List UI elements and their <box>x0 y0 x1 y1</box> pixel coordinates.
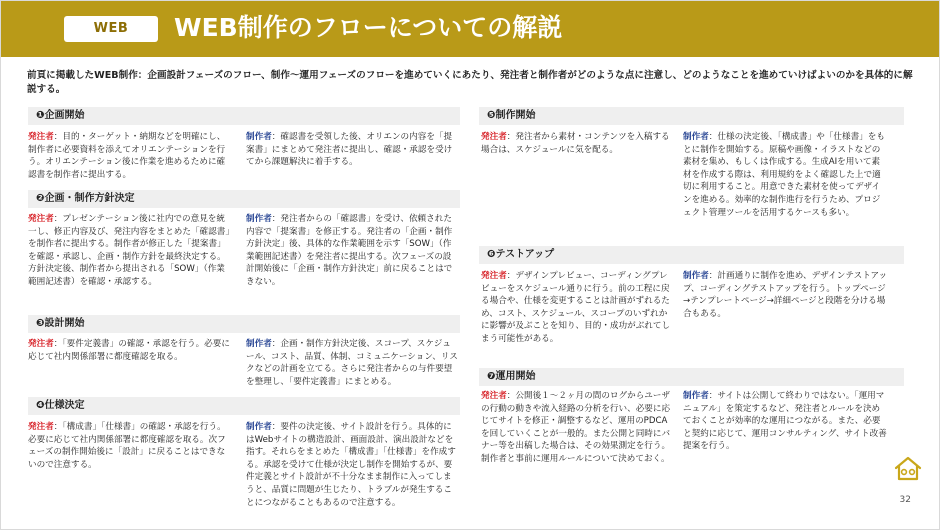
client-text: ：「構成書」「仕様書」の確認・承認を行う。必要に応じて社内関係部署に都度確認を取る。次フェーズの制作開始後に「設計」に戻ることはできないので注意する。 <box>28 422 226 470</box>
section-3-header <box>28 315 460 333</box>
client-text: ：公開後１〜２ヶ月の間のログからユーザの行動の動きや流入経路の分析を行い、必要に応じてサイトを修正・調整するなど、運用のPDCAを回していくことが一般的。また公開と同時にバナー等を出稿した場合は、その効果測定を行う。制作者と事前に運用ルールについて決めておく。 <box>481 391 671 464</box>
creator-text: ：発注者からの「確認書」を受け、依頼された内容で「提案書」を修正する。発注者の「企画・制作方針決定」後、具体的な作業範囲を示す「SOW」（作業範囲記述書）を発注者に提出する。次フェーズの設計開始後に「企画・制作方針決定」前に戻ることはできない。 <box>246 214 453 287</box>
section-4-client <box>28 421 233 471</box>
client-text: ：プレゼンテーション後に社内での意見を統一し、修正内容及び、発注内容をまとめた「確認書」を制作者に提出する。制作者が修正した「提案書」を確認・承認し、企画・制作方針を最終決定する。方針決定後、制作者から提出される「SOW」（作業範囲記述書）を確認・承認する。 <box>28 214 230 287</box>
section-7-creator <box>683 390 888 453</box>
section-1-title: ❶企画開始 <box>36 110 85 121</box>
section-7-header <box>479 368 904 386</box>
creator-label: 制作者 <box>246 132 272 142</box>
creator-text: ：計画通りに制作を進め、デザインテストアップ、コーディングテストアップを行う。トップページ→テンプレートページ→詳細ページと段階を分ける場合もある。 <box>683 271 888 319</box>
creator-label: 制作者 <box>246 339 272 349</box>
creator-label: 制作者 <box>683 391 709 401</box>
section-1-client <box>28 131 233 181</box>
section-2-creator <box>246 213 458 289</box>
section-4-creator <box>246 421 458 509</box>
section-3-title: ❸設計開始 <box>36 318 85 329</box>
creator-label: 制作者 <box>683 271 709 281</box>
home-icon[interactable] <box>893 455 923 481</box>
creator-label: 制作者 <box>246 422 272 432</box>
client-label: 発注者 <box>28 214 54 224</box>
creator-text: ：確認書を受領した後、オリエンの内容を「提案書」にまとめて発注者に提出し、確認・承認を受けてから課題解決に着手する。 <box>246 132 453 168</box>
section-4-title: ❹仕様決定 <box>36 400 85 411</box>
creator-label: 制作者 <box>246 214 272 224</box>
category-tag: WEB <box>64 16 158 42</box>
section-2-header <box>28 190 460 208</box>
client-label: 発注者 <box>481 271 507 281</box>
section-6-header <box>479 246 904 264</box>
section-5-creator <box>683 131 888 219</box>
client-label: 発注者 <box>28 132 54 142</box>
creator-label: 制作者 <box>683 132 709 142</box>
section-3-creator <box>246 338 458 388</box>
section-4-header <box>28 397 460 415</box>
section-6-client <box>481 270 671 346</box>
client-text: ：「要件定義書」の確認・承認を行う。必要に応じて社内関係部署に都度確認を取る。 <box>28 339 230 362</box>
client-label: 発注者 <box>481 132 507 142</box>
page-title: WEB制作のフローについての解説 <box>174 13 563 42</box>
section-1-header <box>28 107 460 125</box>
section-6-creator <box>683 270 888 320</box>
header-bar <box>1 1 940 57</box>
client-label: 発注者 <box>28 422 54 432</box>
section-2-title: ❷企画・制作方針決定 <box>36 193 135 204</box>
client-text: ：目的・ターゲット・納期などを明確にし、制作者に必要資料を添えてオリエンテーションを行う。オリエンテーション後に作業を進めるために確認書を制作者に提出する。 <box>28 132 226 180</box>
section-5-header <box>479 107 904 125</box>
intro-text: 前頁に掲載したWEB制作：企画設計フェーズのフロー、制作〜運用フェーズのフローを進めていくにあたり、発注者と制作者がどのような点に注意し、どのようなことを進めていけばよいのかを具体的に解説する。 <box>27 70 913 95</box>
creator-text: ：企画・制作方針決定後、スコープ、スケジュール、コスト、品質、体制、コミュニケーション、リスクなどの計画を立てる。さらに発注者からの与件要望を整理し、「要件定義書」にまとめる。 <box>246 339 458 387</box>
section-7-client <box>481 390 671 466</box>
client-label: 発注者 <box>28 339 54 349</box>
client-label: 発注者 <box>481 391 507 401</box>
section-5-client <box>481 131 671 156</box>
client-text: ：発注者から素材・コンテンツを入稿する場合は、スケジュールに気を配る。 <box>481 132 670 155</box>
section-7-title: ❼運用開始 <box>487 371 536 382</box>
page-number: 32 <box>899 495 911 505</box>
section-6-title: ❻テストアップ <box>487 249 555 260</box>
creator-text: ：要件の決定後、サイト設計を行う。具体的にはWebサイトの構造設計、画面設計、演出設計などを指す。それらをまとめた「構成書」「仕様書」を作成する。承認を受けて仕様が決定し制作を開始するが、要件定義とサイト設計が不十分なまま制作に入ってしまうと、品質に問題が生じたり、トラブルが発生することにつながることもあるので注意する。 <box>246 422 456 508</box>
section-3-client <box>28 338 233 363</box>
section-5-title: ❺制作開始 <box>487 110 536 121</box>
section-2-client <box>28 213 233 289</box>
client-text: ：デザインプレビュー、コーディングプレビューをスケジュール通りに行う。前の工程に戻る場合や、仕様を変更することは計画がずれるため、コスト、スケジュール、スコープのいずれかに影響が及ぶことを知り、目的・成功がぶれてしまう可能性がある。 <box>481 271 671 344</box>
section-1-creator <box>246 131 458 169</box>
creator-text: ：サイトは公開して終わりではない。「運用マニュアル」を策定するなど、発注者とルールを決めておくことが効率的な運用につながる。また、必要と契約に応じて、運用コンサルティング、サイト改善提案を行う。 <box>683 391 887 452</box>
creator-text: ：仕様の決定後、「構成書」や「仕様書」をもとに制作を開始する。原稿や画像・イラストなどの素材を集め、もしくは作成する。生成AIを用いて素材を作成する際は、利用規約をよく確認した上で適切に利用すること。用意できた素材を使ってデザインを進める。効率的な制作進行を行うため、プロジェクト管理ツールを活用するケースも多い。 <box>683 132 885 218</box>
